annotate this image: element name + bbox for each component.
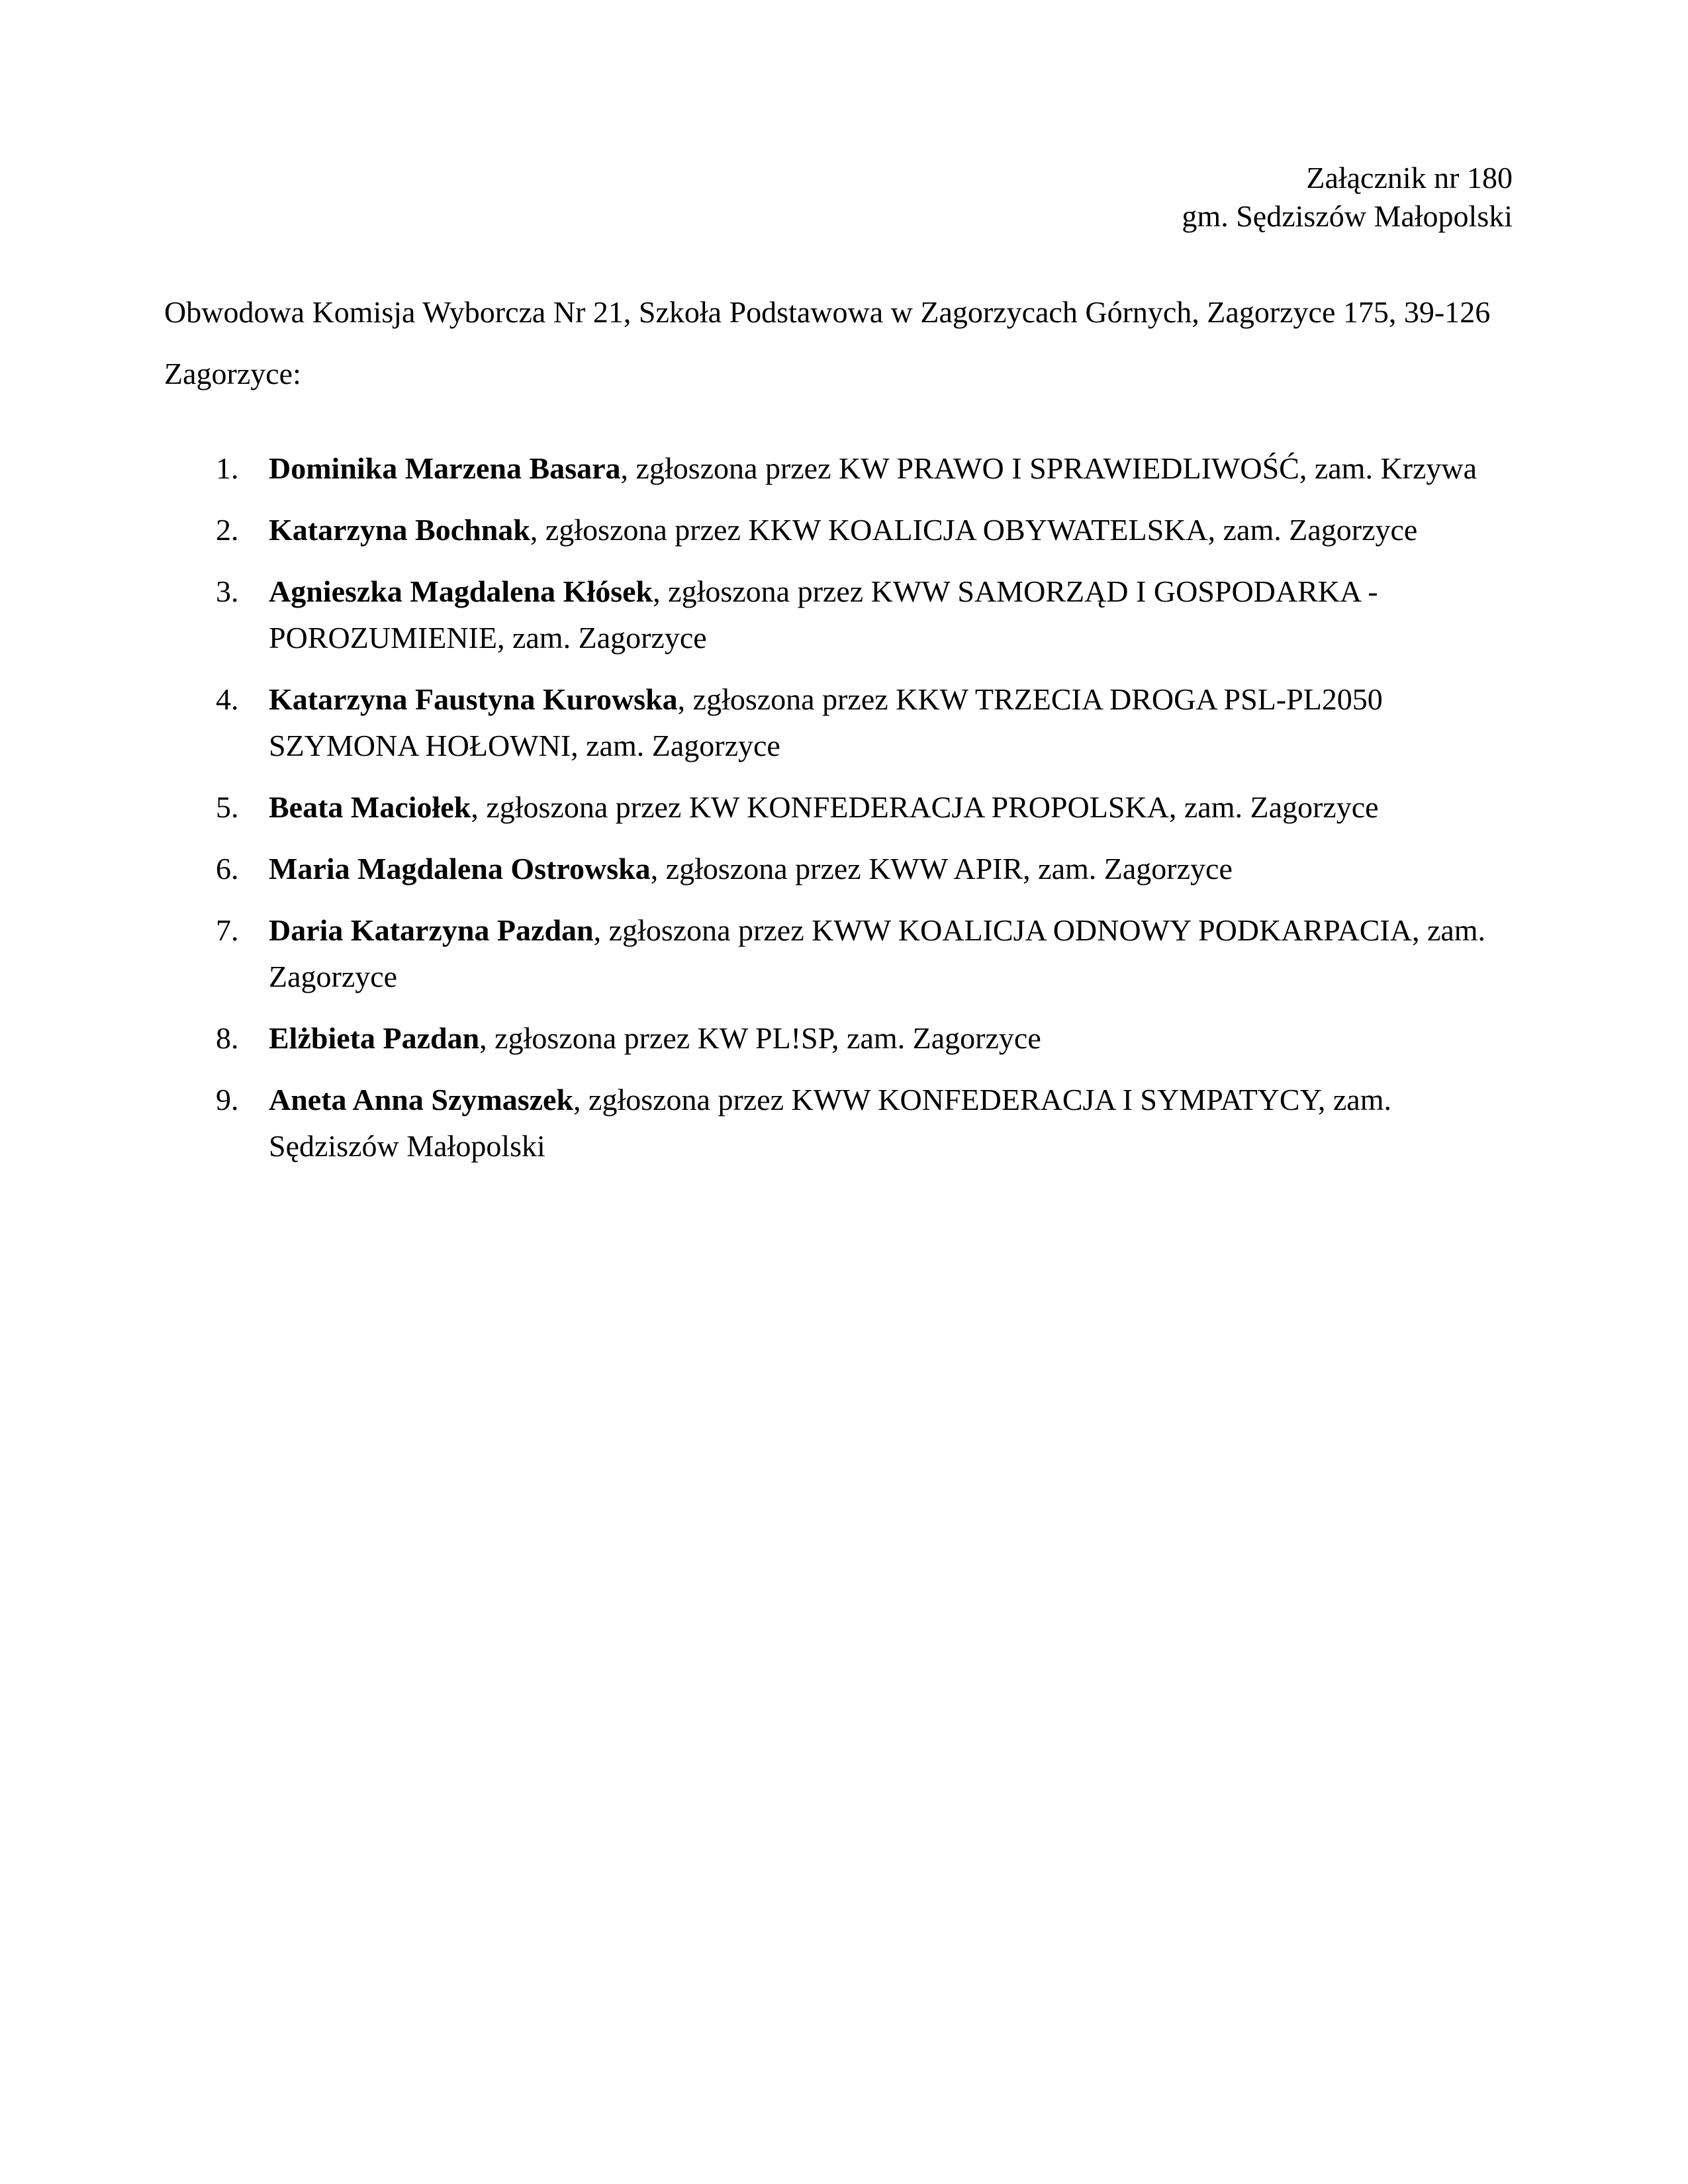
list-item	[164, 676, 1521, 769]
list-item	[164, 569, 1521, 661]
member-details: , zgłoszona przez KWW APIR, zam. Zagorzyce	[650, 852, 1233, 886]
item-number: 1.	[216, 451, 239, 485]
member-name: Beata Maciołek	[269, 790, 471, 824]
member-details: , zgłoszona przez KW PL!SP, zam. Zagorzyce	[479, 1021, 1041, 1055]
item-number: 2.	[216, 513, 239, 547]
member-name: Katarzyna Bochnak	[269, 513, 530, 547]
municipality-name: gm. Sędziszów Małopolski	[1182, 199, 1513, 233]
item-number: 5.	[216, 790, 239, 824]
member-name: Katarzyna Faustyna Kurowska	[269, 682, 678, 716]
member-details: , zgłoszona przez KWW SAMORZĄD I GOSPODARKA - POROZUMIENIE, zam. Zagorzyce	[269, 574, 1378, 655]
list-item	[164, 1077, 1521, 1169]
item-number: 7.	[216, 913, 239, 947]
member-details: , zgłoszona przez KW KONFEDERACJA PROPOLSKA, zam. Zagorzyce	[471, 790, 1379, 824]
member-name: Daria Katarzyna Pazdan	[269, 913, 594, 947]
list-item	[164, 784, 1521, 831]
commission-intro: Obwodowa Komisja Wyborcza Nr 21, Szkoła Podstawowa w Zagorzycach Górnych, Zagorzyce 175, 39-126 Zagorzyce:	[164, 295, 1491, 390]
item-number: 8.	[216, 1021, 239, 1055]
list-item	[164, 907, 1521, 1000]
document-header	[1182, 159, 1513, 236]
item-number: 3.	[216, 574, 239, 608]
member-details: , zgłoszona przez KKW KOALICJA OBYWATELSKA, zam. Zagorzyce	[530, 513, 1418, 547]
member-details: , zgłoszona przez KKW TRZECIA DROGA PSL-PL2050 SZYMONA HOŁOWNI, zam. Zagorzyce	[269, 682, 1383, 762]
item-number: 4.	[216, 682, 239, 716]
member-name: Aneta Anna Szymaszek	[269, 1083, 574, 1116]
member-name: Agnieszka Magdalena Kłósek	[269, 574, 653, 608]
member-name: Dominika Marzena Basara	[269, 451, 621, 485]
item-number: 9.	[216, 1083, 239, 1116]
member-details: , zgłoszona przez KWW KONFEDERACJA I SYMPATYCY, zam. Sędziszów Małopolski	[269, 1083, 1391, 1163]
list-item	[164, 1015, 1521, 1062]
item-number: 6.	[216, 852, 239, 886]
list-item	[164, 846, 1521, 892]
members-list	[164, 445, 1521, 1185]
member-details: , zgłoszona przez KW PRAWO I SPRAWIEDLIWOŚĆ, zam. Krzywa	[620, 451, 1477, 485]
member-details: , zgłoszona przez KWW KOALICJA ODNOWY PODKARPACIA, zam. Zagorzyce	[269, 913, 1486, 993]
attachment-number: Załącznik nr 180	[1306, 161, 1513, 195]
list-item	[164, 445, 1521, 492]
member-name: Elżbieta Pazdan	[269, 1021, 480, 1055]
list-item	[164, 507, 1521, 553]
member-name: Maria Magdalena Ostrowska	[269, 852, 651, 886]
